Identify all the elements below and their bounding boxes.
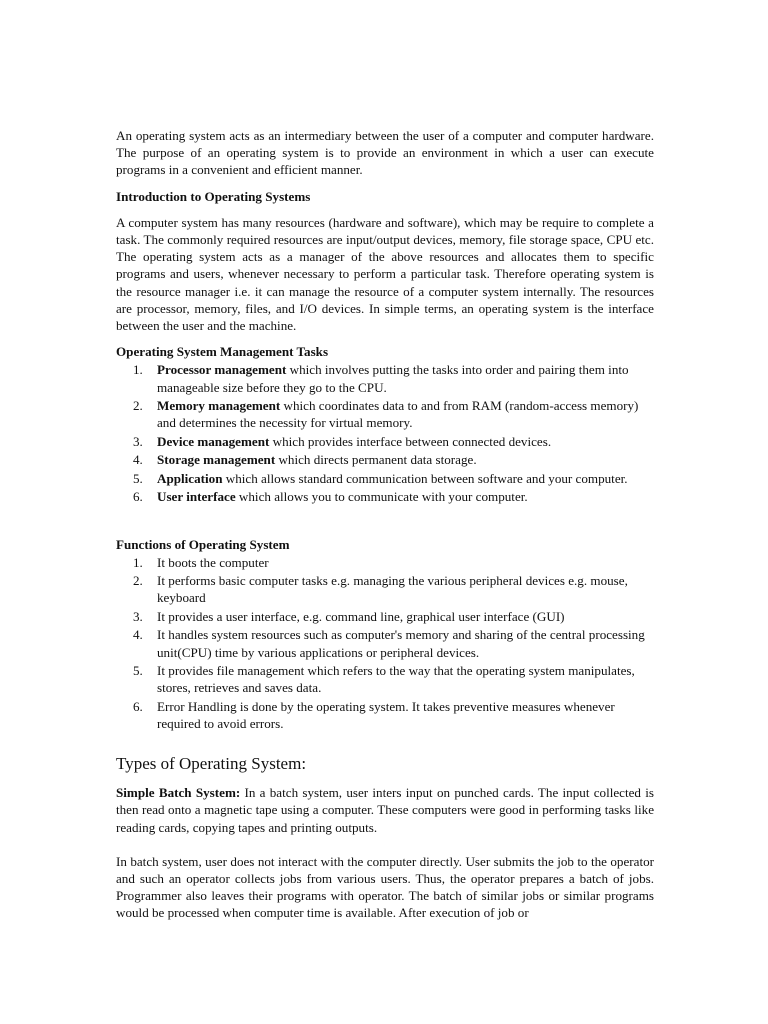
list-item bbox=[116, 662, 654, 696]
task-description: which allows you to communicate with your computer. bbox=[235, 489, 528, 505]
task-term: Storage management bbox=[157, 452, 276, 468]
list-number: 6. bbox=[133, 698, 143, 714]
batch-text: In a batch system, user inters input on punched cards. The input collected is then read onto a magnetic tape using a computer. These computers were good in performing tasks like reading cards, copying tapes and printing outputs. bbox=[116, 785, 654, 835]
batch-term: Simple Batch System: bbox=[116, 785, 241, 801]
list-item bbox=[116, 608, 654, 625]
list-number: 2. bbox=[133, 573, 143, 589]
functions-list bbox=[116, 554, 654, 733]
list-item bbox=[116, 572, 654, 606]
list-number: 5. bbox=[133, 663, 143, 679]
function-description: It boots the computer bbox=[157, 554, 269, 570]
task-term: User interface bbox=[157, 489, 236, 505]
list-item bbox=[116, 433, 654, 450]
function-description: It provides file management which refers to the way that the operating system manipulates, stores, retrieves and saves data. bbox=[157, 663, 635, 696]
task-description: which provides interface between connected devices. bbox=[269, 433, 552, 449]
list-number: 6. bbox=[133, 489, 143, 505]
task-description: which coordinates data to and from RAM (random-access memory) and determines the necessity for virtual memory. bbox=[157, 398, 639, 431]
tasks-list bbox=[116, 361, 654, 505]
functions-heading: Functions of Operating System bbox=[116, 536, 290, 552]
list-number: 4. bbox=[133, 627, 143, 643]
task-description: which allows standard communication between software and your computer. bbox=[222, 470, 628, 486]
list-number: 3. bbox=[133, 433, 143, 449]
task-description: which directs permanent data storage. bbox=[275, 452, 477, 468]
intro-paragraph: An operating system acts as an intermediary between the user of a computer and computer hardware. The purpose of an operating system is to provide an environment in which a user can execute programs in a convenient and efficient manner. bbox=[116, 128, 654, 178]
function-description: It provides a user interface, e.g. command line, graphical user interface (GUI) bbox=[157, 608, 565, 624]
batch-paragraph bbox=[116, 784, 654, 836]
task-term: Device management bbox=[157, 433, 270, 449]
list-item bbox=[116, 488, 654, 505]
list-item bbox=[116, 470, 654, 487]
resources-paragraph: A computer system has many resources (hardware and software), which may be require to complete a task. The commonly required resources are input/output devices, memory, file storage space, CPU etc. The operating system acts as a manager of the above resources and allocates them to specific programs and users, whenever necessary to perform a particular task. Therefore operating system is the resource manager i.e. it can manage the resource of a computer system internally. The resources are processor, memory, files, and I/O devices. In simple terms, an operating system is the interface between the user and the machine. bbox=[116, 214, 654, 334]
function-description: It performs basic computer tasks e.g. managing the various peripheral devices e.g. mouse, keyboard bbox=[157, 573, 628, 606]
task-term: Application bbox=[157, 470, 223, 486]
task-term: Processor management bbox=[157, 362, 287, 378]
list-number: 1. bbox=[133, 554, 143, 570]
task-description: which involves putting the tasks into order and pairing them into manageable size before they go to the CPU. bbox=[157, 362, 629, 395]
tasks-heading: Operating System Management Tasks bbox=[116, 344, 329, 360]
types-heading-text: Types of Operating System bbox=[116, 754, 302, 774]
batch-paragraph-2: In batch system, user does not interact with the computer directly. User submits the job to the operator and such an operator collects jobs from various users. Thus, the operator prepares a batch of jobs. Programmer also leaves their programs with operator. The batch of similar jobs or similar programs would be processed when computer time is available. After execution of job or bbox=[116, 853, 654, 921]
list-item bbox=[116, 361, 654, 395]
list-number: 5. bbox=[133, 470, 143, 486]
list-number: 1. bbox=[133, 362, 143, 378]
list-item bbox=[116, 451, 654, 468]
list-item bbox=[116, 554, 654, 571]
list-number: 2. bbox=[133, 398, 143, 414]
list-number: 3. bbox=[133, 608, 143, 624]
function-description: Error Handling is done by the operating system. It takes preventive measures whenever required to avoid errors. bbox=[157, 698, 615, 732]
list-item bbox=[116, 698, 654, 732]
intro-heading: Introduction to Operating Systems bbox=[116, 188, 311, 204]
list-number: 4. bbox=[133, 452, 143, 468]
list-item bbox=[116, 626, 654, 660]
types-heading-colon: : bbox=[301, 754, 307, 774]
list-item bbox=[116, 397, 654, 431]
types-heading bbox=[116, 754, 654, 774]
task-term: Memory management bbox=[157, 398, 281, 414]
document-page bbox=[116, 127, 654, 922]
function-description: It handles system resources such as computer's memory and sharing of the central processing unit(CPU) time by various applications or peripheral devices. bbox=[157, 627, 645, 660]
